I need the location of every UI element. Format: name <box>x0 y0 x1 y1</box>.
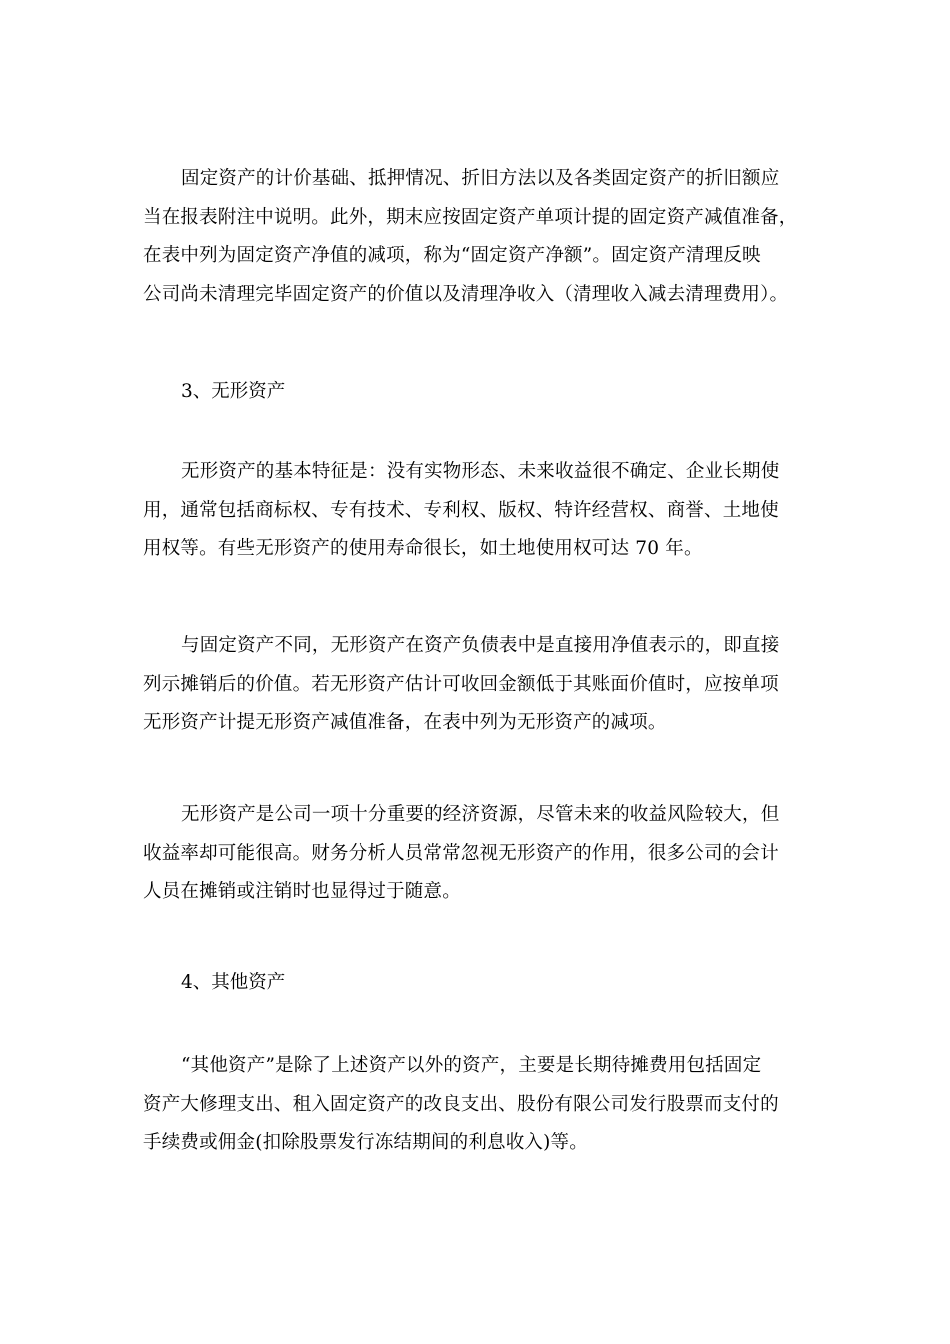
paragraph-line: 人员在摊销或注销时也显得过于随意。 <box>143 881 461 903</box>
paragraph-line: 与固定资产不同，无形资产在资产负债表中是直接用净值表示的，即直接 <box>181 635 780 656</box>
paragraph-line: 在表中列为固定资产净值的减项，称为“固定资产净额”。固定资产清理反映 <box>143 245 761 267</box>
paragraph-line: 无形资产的基本特征是：没有实物形态、未来收益很不确定、企业长期使 <box>181 461 780 482</box>
paragraph-line: 资产大修理支出、租入固定资产的改良支出、股份有限公司发行股票而支付的 <box>143 1093 779 1115</box>
paragraph-line: 用权等。有些无形资产的使用寿命很长，如土地使用权可达 70 年。 <box>143 538 703 560</box>
section-heading-intangible-assets: 3、无形资产 <box>181 381 286 402</box>
paragraph-fixed-assets-notes <box>143 160 813 315</box>
paragraph-other-assets <box>143 1047 813 1163</box>
paragraph-line: “其他资产”是除了上述资产以外的资产，主要是长期待摊费用包括固定 <box>181 1055 762 1076</box>
paragraph-line: 无形资产是公司一项十分重要的经济资源，尽管未来的收益风险较大，但 <box>181 804 780 825</box>
paragraph-intangible-net-value <box>143 627 813 743</box>
paragraph-intangible-importance <box>143 796 813 912</box>
section-heading-other-assets: 4、其他资产 <box>181 972 286 993</box>
paragraph-line: 用，通常包括商标权、专有技术、专利权、版权、特许经营权、商誉、土地使 <box>143 499 779 521</box>
paragraph-line: 公司尚未清理完毕固定资产的价值以及清理净收入（清理收入减去清理费用）。 <box>143 284 789 306</box>
paragraph-intangible-features <box>143 453 813 569</box>
paragraph-line: 手续费或佣金(扣除股票发行冻结期间的利息收入)等。 <box>143 1132 588 1154</box>
paragraph-line: 收益率却可能很高。财务分析人员常常忽视无形资产的作用，很多公司的会计 <box>143 842 779 864</box>
paragraph-line: 当在报表附注中说明。此外，期末应按固定资产单项计提的固定资产减值准备， <box>143 206 798 228</box>
paragraph-line: 固定资产的计价基础、抵押情况、折旧方法以及各类固定资产的折旧额应 <box>181 168 780 189</box>
paragraph-line: 列示摊销后的价值。若无形资产估计可收回金额低于其账面价值时，应按单项 <box>143 673 779 695</box>
paragraph-line: 无形资产计提无形资产减值准备，在表中列为无形资产的减项。 <box>143 712 667 734</box>
